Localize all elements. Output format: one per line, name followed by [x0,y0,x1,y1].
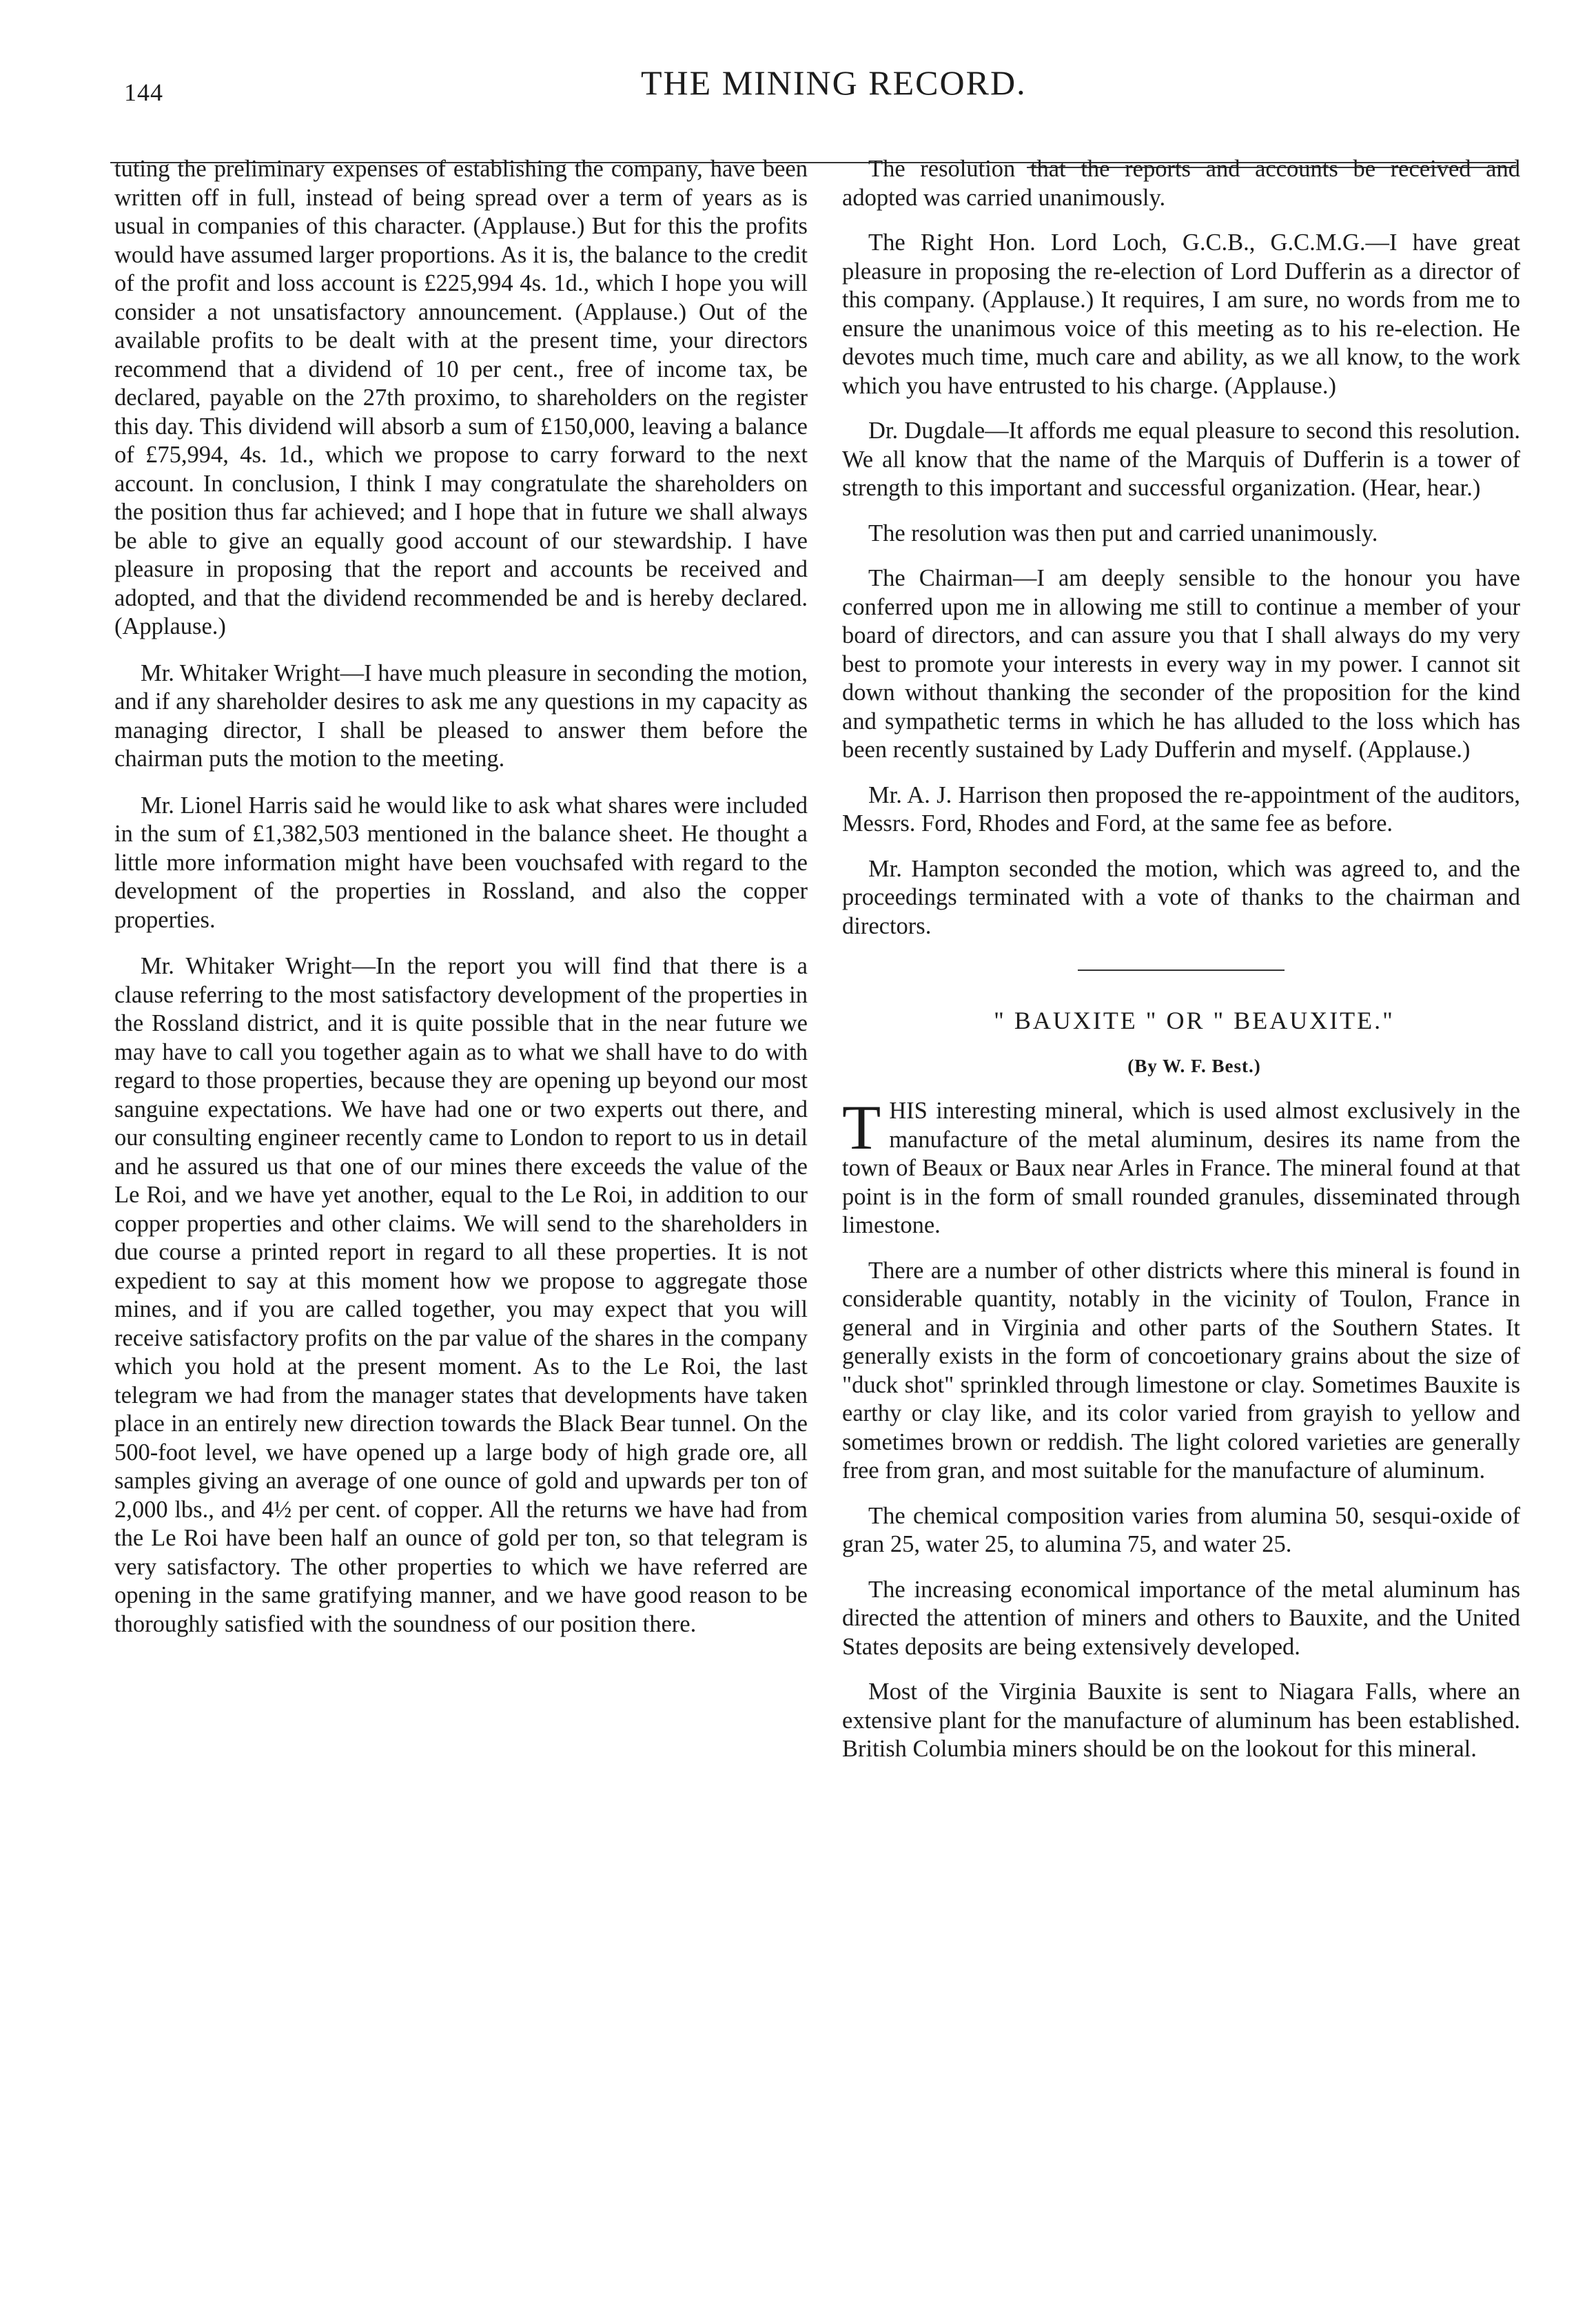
paragraph: Dr. Dugdale—It affords me equal pleasure to second this resolution. We all know that the name of the Marquis of Dufferin is a tower of strength to this important and successful organization. (Hear, hear.) [842,418,1520,501]
paragraph: Mr. Whitaker Wright—In the report you will find that there is a clause referring to the most satisfactory development of the properties in the Rossland district, and it is quite possible that in the near future we may have to call you together again as to what we shall have to do with regard to those properties, because they are opening up beyond our most sanguine expectations. We have had one or two experts out there, and our consulting engineer recently came to London to report to us in detail and he assured us that one of our mines there exceeds the value of the Le Roi, and we have yet another, equal to the Le Roi, in addition to our copper properties and other claims. We will send to the shareholders in due course a printed report in regard to all these properties. It is not expedient to say at this moment how we propose to aggregate those mines, and if you are called together, you may expect that you will receive satisfactory profits on the par value of the shares in the company which you hold at the present moment. As to the Le Roi, the last telegram we had from the manager states that developments have taken place in an entirely new direction towards the Black Bear tunnel. On the 500-foot level, we have opened up a large body of high grade ore, all samples giving an average of one ounce of gold and upwards per ton of 2,000 lbs., and 4½ per cent. of copper. All the returns we have had from the Le Roi have been half an ounce of gold per ton, so that telegram is very satisfactory. The other properties to which we have referred are opening in the same gratifying manner, and we have good reason to be thoroughly satisfied with the soundness of our position there. [114,953,808,1637]
left-column [114,155,808,1656]
drop-cap: T [842,1092,881,1162]
paragraph: Mr. Hampton seconded the motion, which was agreed to, and the proceedings terminated with a vote of thanks to the chairman and directors. [842,855,1520,939]
paragraph: The resolution was then put and carried unanimously. [868,520,1378,546]
article-first-paragraph [842,1092,1520,1240]
page-number: 144 [124,79,163,106]
paragraph: Most of the Virginia Bauxite is sent to Niagara Falls, where an extensive plant for the manufacture of aluminum has been established. British Columbia miners should be on the lookout for this mineral. [842,1679,1520,1762]
paragraph: The chemical composition varies from alumina 50, sesqui-oxide of gran 25, water 25, to alumina 75, and water 25. [842,1502,1520,1557]
page-header [110,59,1516,114]
first-paragraph-text: HIS interesting mineral, which is used almost exclusively in the manufacture of the metal aluminum, desires its name from the town of Beaux or Baux near Arles in France. The mineral found at that point is in the form of small rounded granules, disseminated through limestone. [842,1098,1520,1238]
article-byline: (By W. F. Best.) [1127,1055,1261,1076]
right-column [842,155,1520,1781]
paragraph: The Right Hon. Lord Loch, G.C.B., G.C.M.G.—I have great pleasure in proposing the re-election of Lord Dufferin as a director of this company. (Applause.) It requires, I am sure, no words from me to ensure the unanimous voice of this meeting as to his re-election. He devotes much time, much care and ability, as we all know, to the work which you have entrusted to his charge. (Applause.) [842,229,1520,399]
paragraph: The resolution that the reports and accounts be received and adopted was carried unanimously. [842,156,1520,211]
paragraph: The increasing economical importance of the metal aluminum has directed the attention of miners and others to Bauxite, and the United States deposits are being extensively developed. [842,1576,1520,1660]
paragraph: The Chairman—I am deeply sensible to the honour you have conferred upon me in allowing me still to continue a member of your board of directors, and can assure you that I shall always do my very best to promote your interests in every way in my power. I cannot sit down without thanking the seconder of the proposition for the kind and sympathetic terms in which he has alluded to the loss which has been recently sustained by Lady Dufferin and myself. (Applause.) [842,565,1520,763]
article-title: " BAUXITE " OR " BEAUXITE." [994,1007,1395,1034]
paragraph: Mr. Whitaker Wright—I have much pleasure in seconding the motion, and if any shareholder desires to ask me any questions in my capacity as managing director, I shall be pleased to answer them before the chairman puts the motion to the meeting. [114,659,808,772]
paragraph-continued: tuting the preliminary expenses of establishing the company, have been written off in full, instead of being spread over a term of years as is usual in companies of this character. (Applause.) But for this the profits would have assumed larger proportions. As it is, the balance to the credit of the profit and loss account is £225,994 4s. 1d., which I hope you will consider a not unsatisfactory announcement. (Applause.) Out of the available profits to be dealt with at the present time, your directors recommend that a dividend of 10 per cent., free of income tax, be declared, payable on the 27th proximo, to shareholders on the register this day. This dividend will absorb a sum of £150,000, leaving a balance of £75,994, 4s. 1d., which we propose to carry forward to the next account. In conclusion, I think I may congratulate the shareholders on the position thus far achieved; and I hope that in future we shall always be able to give an equally good account of our stewardship. I have pleasure in proposing that the report and accounts be received and adopted, and that the dividend recommended be and is hereby declared. (Applause.) [114,156,808,639]
article-separator [1078,970,1285,971]
paragraph: There are a number of other districts where this mineral is found in considerable quantity, notably in the vicinity of Toulon, France in general and in Virginia and other parts of the Southern States. It generally exists in the form of concoetionary grains about the size of "duck shot" sprinkled through limestone or clay. Sometimes Bauxite is earthy or clay like, and its color varied from grayish to yellow and sometimes brown or reddish. The light colored varieties are generally free from gran, and most suitable for the manufacture of aluminum. [842,1257,1520,1484]
journal-title: THE MINING RECORD. [641,63,1027,102]
paragraph: Mr. A. J. Harrison then proposed the re-appointment of the auditors, Messrs. Ford, Rhodes and Ford, at the same fee as before. [842,781,1520,837]
paragraph: Mr. Lionel Harris said he would like to ask what shares were included in the sum of £1,382,503 mentioned in the balance sheet. He thought a little more information might have been vouchsafed with regard to the development of the properties in Rossland, and also the copper properties. [114,792,808,933]
